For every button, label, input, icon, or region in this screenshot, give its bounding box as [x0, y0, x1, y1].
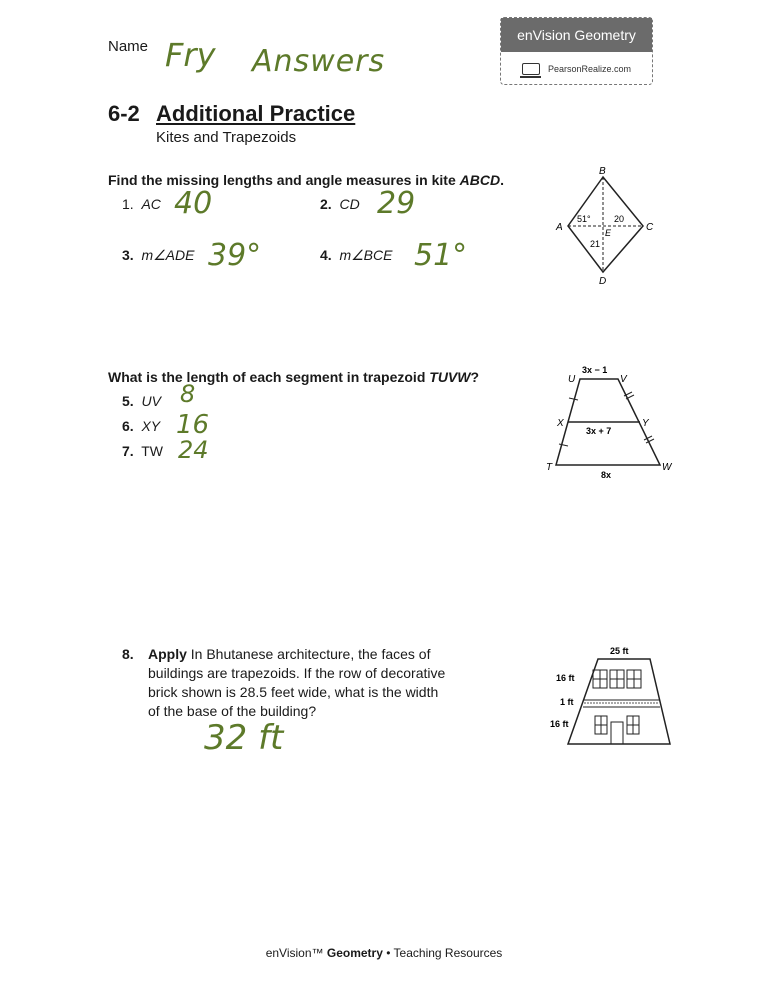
trap-label-v: V — [620, 374, 627, 385]
answer-2: 29 — [377, 186, 416, 221]
answer-3: 39° — [208, 238, 262, 273]
building-height-lower: 16 ft — [550, 719, 569, 729]
answer-6: 16 — [176, 410, 210, 440]
question-2: 2. CD — [320, 196, 360, 212]
question-1: 1. AC — [122, 196, 161, 212]
lesson-number: 6-2 — [108, 101, 140, 126]
kite-label-a: A — [556, 222, 563, 233]
trap-label-x: X — [557, 418, 564, 429]
brand-title: enVision Geometry — [501, 18, 652, 52]
kite-angle-label: 51° — [577, 214, 591, 224]
kite-label-b: B — [599, 166, 606, 177]
student-name-handwriting-2: Answers — [252, 44, 386, 79]
lesson-title: Additional Practice — [156, 101, 356, 126]
question-3: 3. m∠ADE — [122, 247, 195, 263]
kite-label-c: C — [646, 222, 654, 233]
question-7: 7. TW — [122, 443, 163, 459]
envision-brand-box — [500, 17, 653, 85]
kite-length-right: 20 — [614, 214, 625, 224]
brand-url-row — [501, 58, 652, 80]
trap-mid-expr: 3x + 7 — [586, 426, 612, 436]
trap-bottom-expr: 8x — [601, 470, 612, 480]
question-5: 5. UV — [122, 393, 161, 409]
answer-8: 32 ft — [204, 718, 284, 758]
name-label: Name — [108, 38, 149, 55]
student-name-handwriting: Fry — [165, 36, 216, 74]
trap-label-t: T — [546, 462, 553, 473]
trap-top-expr: 3x − 1 — [582, 365, 608, 375]
kite-figure — [548, 160, 658, 285]
lesson-subtitle: Kites and Trapezoids — [156, 129, 297, 146]
laptop-icon — [522, 63, 540, 75]
building-height-upper: 16 ft — [556, 673, 575, 683]
kite-length-down: 21 — [590, 239, 601, 249]
page-footer: enVision™ Geometry • Teaching Resources — [265, 946, 503, 960]
trapezoid-instruction: What is the length of each segment in trapezoid TUVW? — [108, 369, 480, 385]
trapezoid-figure — [540, 362, 680, 484]
kite-label-d: D — [599, 276, 607, 285]
answer-7: 24 — [178, 436, 209, 464]
building-figure — [540, 644, 675, 750]
trap-label-y: Y — [642, 418, 649, 429]
answer-1: 40 — [174, 186, 213, 221]
building-top-width: 25 ft — [610, 646, 629, 656]
question-6: 6. XY — [122, 418, 161, 434]
trap-label-w: W — [662, 462, 672, 473]
question-8: 8. Apply In Bhutanese architecture, the faces of buildings are trapezoids. If the row of decorative brick shown is 28.5 feet wide, what is the width of the base of the building? — [122, 646, 446, 719]
trap-label-u: U — [568, 374, 576, 385]
answer-5: 8 — [180, 380, 196, 408]
kite-label-e: E — [605, 228, 612, 238]
question-4: 4. m∠BCE — [320, 247, 393, 263]
kite-instruction: Find the missing lengths and angle measures in kite ABCD. — [108, 172, 504, 188]
answer-4: 51° — [414, 238, 468, 273]
building-height-brick: 1 ft — [560, 697, 574, 707]
brand-url: PearsonRealize.com — [547, 64, 632, 74]
